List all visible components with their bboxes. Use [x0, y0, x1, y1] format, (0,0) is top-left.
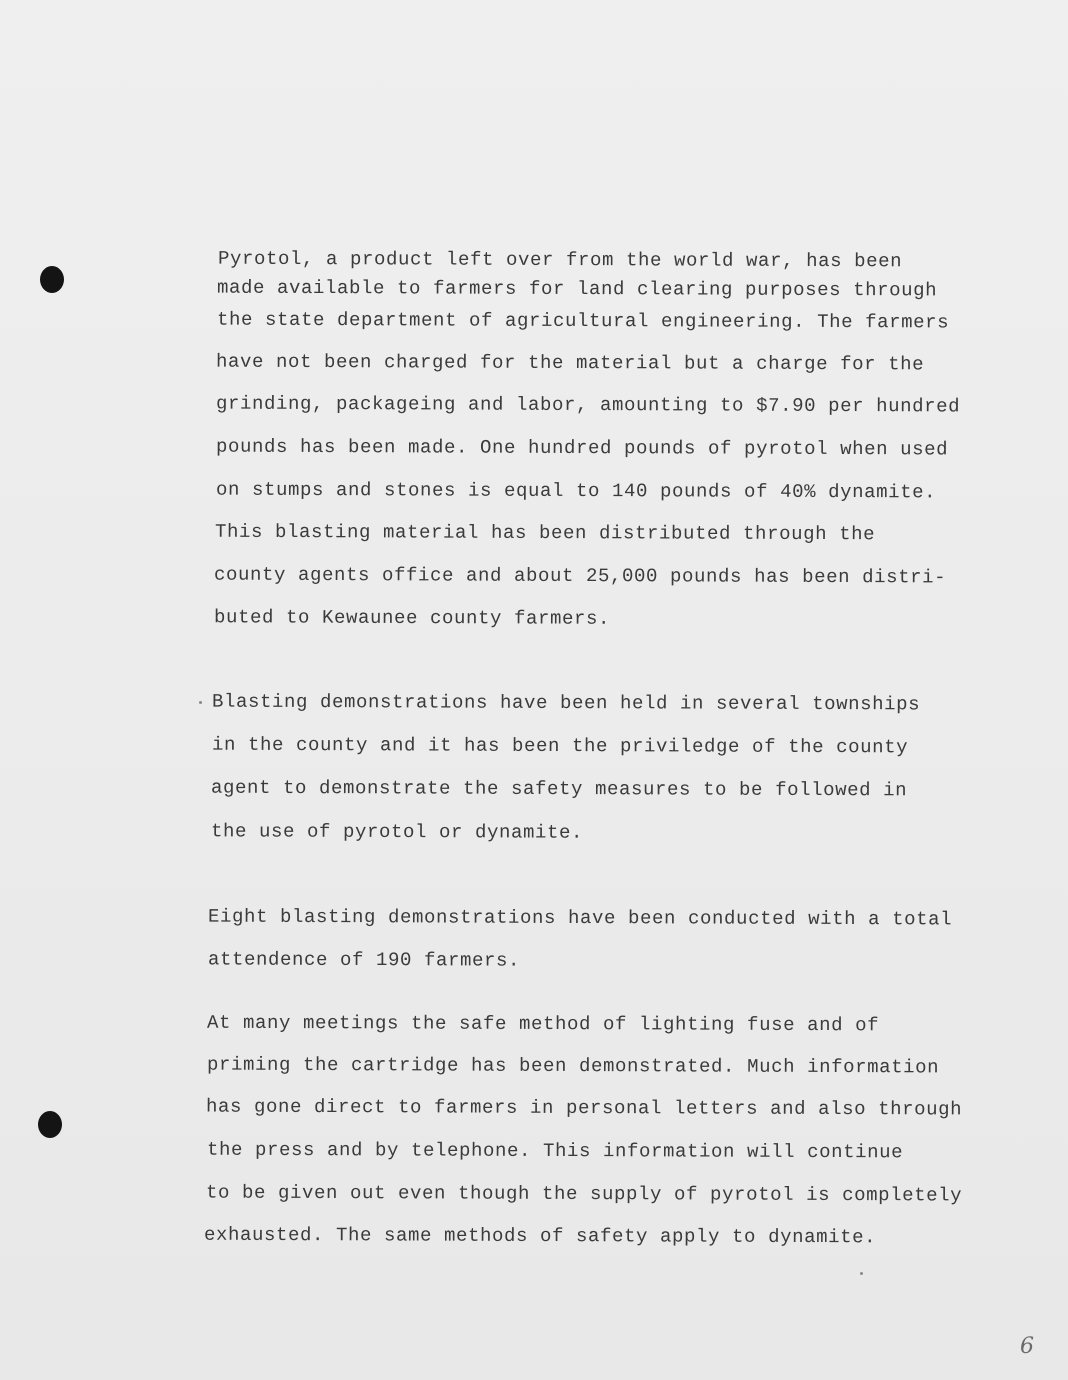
paragraph-4-line-1: At many meetings the safe method of lighting fuse and of — [206, 1011, 880, 1037]
paragraph-3-line-2: attendence of 190 farmers. — [207, 948, 521, 972]
paragraph-2-line-2: in the county and it has been the priviledge of the county — [211, 733, 909, 759]
paragraph-2-line-1: Blasting demonstrations have been held in several townships — [211, 690, 921, 716]
paragraph-4-line-5: to be given out even though the supply of pyrotol is completely — [205, 1181, 963, 1207]
punch-hole-bottom — [38, 1111, 62, 1138]
paragraph-1-line-1: Pyrotol, a product left over from the world war, has been — [217, 247, 903, 273]
paragraph-3-line-1: Eight blasting demonstrations have been conducted with a total — [207, 905, 953, 931]
paragraph-2-line-3: agent to demonstrate the safety measures to be followed in — [210, 776, 908, 802]
paragraph-2-line-4: the use of pyrotol or dynamite. — [210, 820, 584, 844]
stray-mark — [199, 701, 202, 704]
paragraph-1-line-4: have not been charged for the material but a charge for the — [215, 350, 925, 376]
paragraph-4-line-4: the press and by telephone. This information will continue — [206, 1138, 904, 1164]
paragraph-1-line-2: made available to farmers for land clearing purposes through — [216, 276, 938, 302]
stray-mark — [860, 1272, 863, 1275]
paragraph-1-line-10: buted to Kewaunee county farmers. — [213, 606, 611, 630]
paragraph-1-line-5: grinding, packageing and labor, amounting to $7.90 per hundred — [215, 392, 961, 418]
punch-hole-top — [40, 266, 64, 293]
paragraph-4-line-3: has gone direct to farmers in personal letters and also through — [205, 1095, 963, 1121]
paragraph-1-line-3: the state department of agricultural engineering. The farmers — [216, 308, 950, 334]
paragraph-1-line-9: county agents office and about 25,000 pounds has been distri- — [213, 563, 947, 589]
paragraph-1-line-8: This blasting material has been distributed through the — [214, 520, 876, 546]
paragraph-4-line-6: exhausted. The same methods of safety apply to dynamite. — [203, 1223, 877, 1249]
page-number: 6 — [1020, 1334, 1034, 1359]
paragraph-1-line-6: pounds has been made. One hundred pounds of pyrotol when used — [215, 435, 949, 461]
paragraph-4-line-2: priming the cartridge has been demonstrated. Much information — [206, 1053, 940, 1079]
paragraph-1-line-7: on stumps and stones is equal to 140 pounds of 40% dynamite. — [215, 478, 937, 504]
